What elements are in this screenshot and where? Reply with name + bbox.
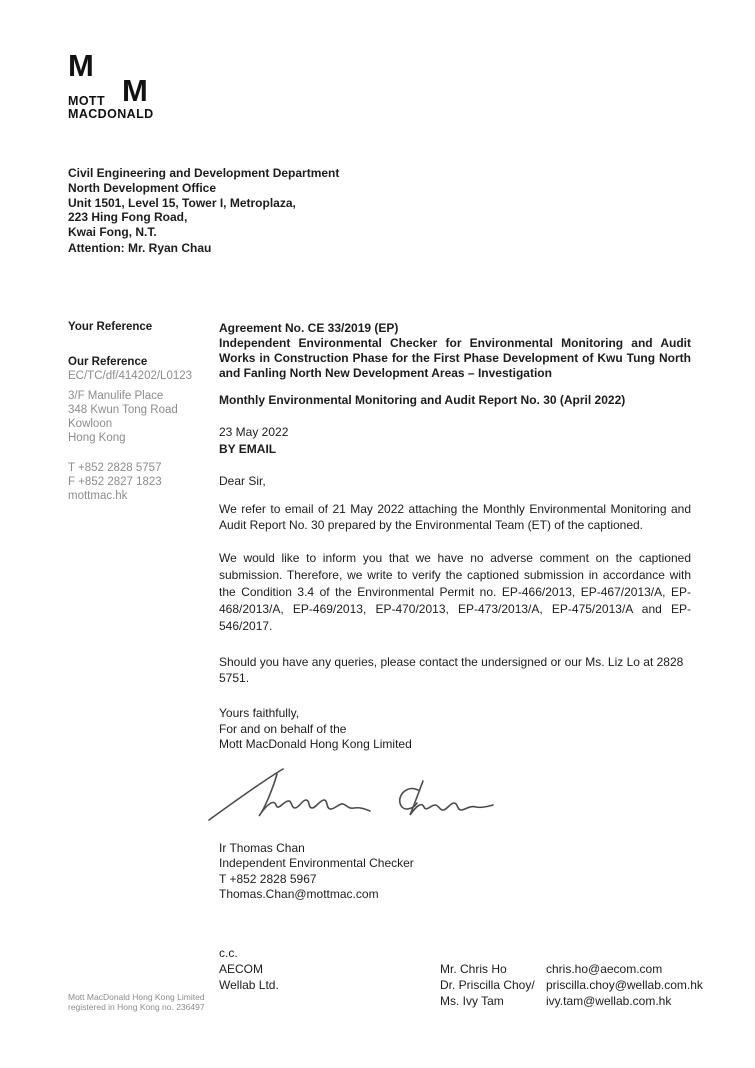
closing-line: Mott MacDonald Hong Kong Limited [219, 737, 412, 751]
closing-block [219, 706, 691, 753]
our-reference-value: EC/TC/df/414202/L0123 [68, 370, 193, 382]
recipient-line: 223 Hing Fong Road, [68, 210, 188, 225]
office-address-line: 348 Kwun Tong Road [68, 404, 178, 416]
recipient-line: Unit 1501, Level 15, Tower I, Metroplaza, [68, 195, 296, 210]
reference-sidebar [68, 320, 218, 503]
office-phone: T +852 2828 5757 [68, 462, 162, 474]
logo-m-icon: M [68, 48, 94, 83]
cc-table [219, 961, 703, 1009]
office-address-line: Kowloon [68, 418, 113, 430]
signer-block [219, 841, 691, 903]
signer-email: Thomas.Chan@mottmac.com [219, 887, 379, 901]
footer-line: registered in Hong Kong no. 236497 [68, 1002, 205, 1012]
letter-body [219, 321, 703, 1009]
footer-line: Mott MacDonald Hong Kong Limited [68, 992, 205, 1002]
office-website: mottmac.hk [68, 490, 128, 502]
logo-m-icon: M [122, 73, 148, 108]
logo-wordmark: MOTT [68, 94, 106, 108]
office-fax: F +852 2827 1823 [68, 476, 162, 488]
signer-title: Independent Environmental Checker [219, 856, 414, 870]
attention-line: Attention: Mr. Ryan Chau [68, 241, 212, 255]
salutation: Dear Sir, [219, 473, 266, 488]
signer-phone: T +852 2828 5967 [219, 871, 317, 886]
delivery-method: BY EMAIL [219, 442, 277, 456]
mott-macdonald-logo [68, 48, 188, 128]
recipient-line: Kwai Fong, N.T. [68, 225, 157, 240]
closing-line: Yours faithfully, [219, 706, 300, 720]
subject-heading [219, 321, 691, 381]
cc-contact-name: Ms. Ivy Tam [440, 994, 504, 1008]
report-title: Monthly Environmental Monitoring and Audit Report No. 30 (April 2022) [219, 393, 626, 407]
cc-company: AECOM [219, 962, 264, 976]
cc-section [219, 945, 703, 1010]
recipient-line: North Development Office [68, 180, 217, 195]
office-address-line: 3/F Manulife Place [68, 390, 164, 402]
signer-name: Ir Thomas Chan [219, 840, 305, 855]
paragraph-3: Should you have any queries, please contact the undersigned or our Ms. Liz Lo at 2828 5751. [219, 655, 684, 685]
our-reference-label: Our Reference [68, 356, 148, 368]
letter-date: 23 May 2022 [219, 424, 289, 439]
cc-contact-email: ivy.tam@wellab.com.hk [546, 994, 672, 1008]
paragraph-2: We would like to inform you that we have no adverse comment on the captioned submission. Therefore, we write to verify the captioned submission in accordance with the Condition 3.4 of the Environmental Permit no. EP-466/2013, EP-467/2013/A, EP-468/2013/A, EP-469/2013, EP-470/2013, EP-473/2013/A, EP-475/2013/A and EP-546/2017. [219, 551, 691, 633]
project-title: Independent Environmental Checker for Environmental Monitoring and Audit Works in Construction Phase for the First Phase Development of Kwu Tung North and Fanling North New Development Areas – Investigation [219, 336, 691, 380]
your-reference-label: Your Reference [68, 321, 153, 333]
recipient-line: Civil Engineering and Development Department [68, 166, 340, 180]
cc-label: c.c. [219, 945, 238, 960]
agreement-number: Agreement No. CE 33/2019 (EP) [219, 321, 399, 335]
cc-contact-name: Mr. Chris Ho [440, 962, 507, 976]
paragraph-1: We refer to email of 21 May 2022 attaching the Monthly Environmental Monitoring and Audit Report No. 30 prepared by the Environmental Team (ET) of the captioned. [219, 502, 691, 532]
recipient-address [68, 166, 339, 240]
office-address-line: Hong Kong [68, 432, 126, 444]
cc-contact-email: priscilla.choy@wellab.com.hk [546, 978, 703, 992]
cc-company [219, 993, 440, 1009]
footer-registration [68, 992, 205, 1012]
closing-line: For and on behalf of the [219, 721, 347, 736]
cc-contact-name: Dr. Priscilla Choy/ [440, 978, 535, 992]
signature-image [205, 763, 691, 825]
cc-company: Wellab Ltd. [219, 978, 279, 992]
logo-wordmark: MACDONALD [68, 107, 154, 121]
cc-contact-email: chris.ho@aecom.com [546, 962, 663, 976]
